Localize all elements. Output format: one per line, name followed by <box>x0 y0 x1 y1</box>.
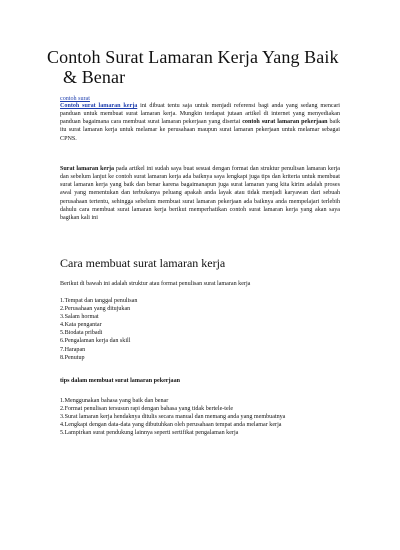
list-item: 1.Tempat dan tanggal penulisan <box>60 298 138 304</box>
list-item: 5.Lampirkan surat pendukung lainnya seperti sertifikat pengalaman kerja <box>60 430 239 437</box>
second-paragraph <box>60 165 340 222</box>
source-link[interactable]: contoh surat <box>60 96 90 102</box>
list-item: 6.Pengalaman kerja dan skill <box>60 338 131 345</box>
list-item: 2.Format penulisan tersusun rapi dengan bahasa yang tidak bertele-tele <box>60 406 234 413</box>
tips-heading: tips dalam membuat surat lamaran pekerjaan <box>60 378 181 384</box>
list-item: 8.Penutup <box>60 354 85 361</box>
title-line-1: Contoh Surat Lamaran Kerja Yang Baik <box>47 47 339 67</box>
page-title <box>47 47 367 87</box>
section-title: Cara membuat surat lamaran kerja <box>60 256 226 270</box>
list-item: 4.Lengkapi dengan data-data yang dibutuhkan oleh perusahaan tempat anda melamar kerja <box>60 422 282 429</box>
list-item: 2.Perusahaan yang ditujukan <box>60 306 131 313</box>
structure-intro: Berikut di bawah ini adalah struktur atau format penulisan surat lamaran kerja <box>60 281 251 287</box>
intro-paragraph <box>60 102 340 143</box>
lead-link[interactable] <box>60 103 137 109</box>
list-item: 3.Salam hormat <box>60 314 99 321</box>
p1-text-a: ini dibuat tentu saja untuk menjadi referensi bagi anda yang sedang mencari panduan untuk membuat surat lamaran kerja. Mungkin terdapat jutaan artikel di internet yang menyediakan panduan bagaimana cara membuat surat lamaran pekerjaan yang disertai <box>60 103 341 126</box>
list-item: 7.Harapan <box>60 346 86 353</box>
structure-list <box>60 297 350 362</box>
p2-text: pada artikel ini sudah saya buat sesuai dengan format dan struktur penulisan lamaran kerja dan sebelum lanjut ke contoh surat lamaran kerja ada baiknya saya lengkapi juga tips dan kriteria untuk membuat surat lamaran kerja yang baik dan benar karena bagaimanapun juga surat lamaran yang kita kirim adalah proses awal yang menentukan dan terbukanya peluang apakah anda layak atau tidak menjadi karyawan dari sebuah perusahaan tertentu, sehingga sebelum membuat surat lamaran pekerjaan ada baiknya anda mempelajari terlebih dahulu cara membuat surat lamaran kerja berikut memperhatikan contoh surat lamaran kerja yang akan saya bagikan kali ini <box>60 166 340 221</box>
p1-bold: contoh surat lamaran pekerjaan <box>242 119 328 126</box>
lead-link-text: Contoh surat lamaran kerja <box>60 103 138 109</box>
list-item: 3.Surat lamaran kerja hendaknya ditulis secara manual dan memang anda yang membuatnya <box>60 414 286 421</box>
list-item: 5.Biodata pribadi <box>60 330 103 337</box>
p2-bold: Surat lamaran kerja <box>60 166 115 172</box>
p1-text-b: baik itu surat lamaran kerja untuk melamar ke perusahaan maupun surat lamaran pekerjaan untuk melamar sebagai CPNS. <box>60 119 340 142</box>
list-item: 1.Menggunakan bahasa yang baik dan benar <box>60 398 169 404</box>
tips-list <box>60 397 350 437</box>
list-item: 4.Kata pengantar <box>60 322 102 329</box>
title-line-2: & Benar <box>63 67 126 87</box>
